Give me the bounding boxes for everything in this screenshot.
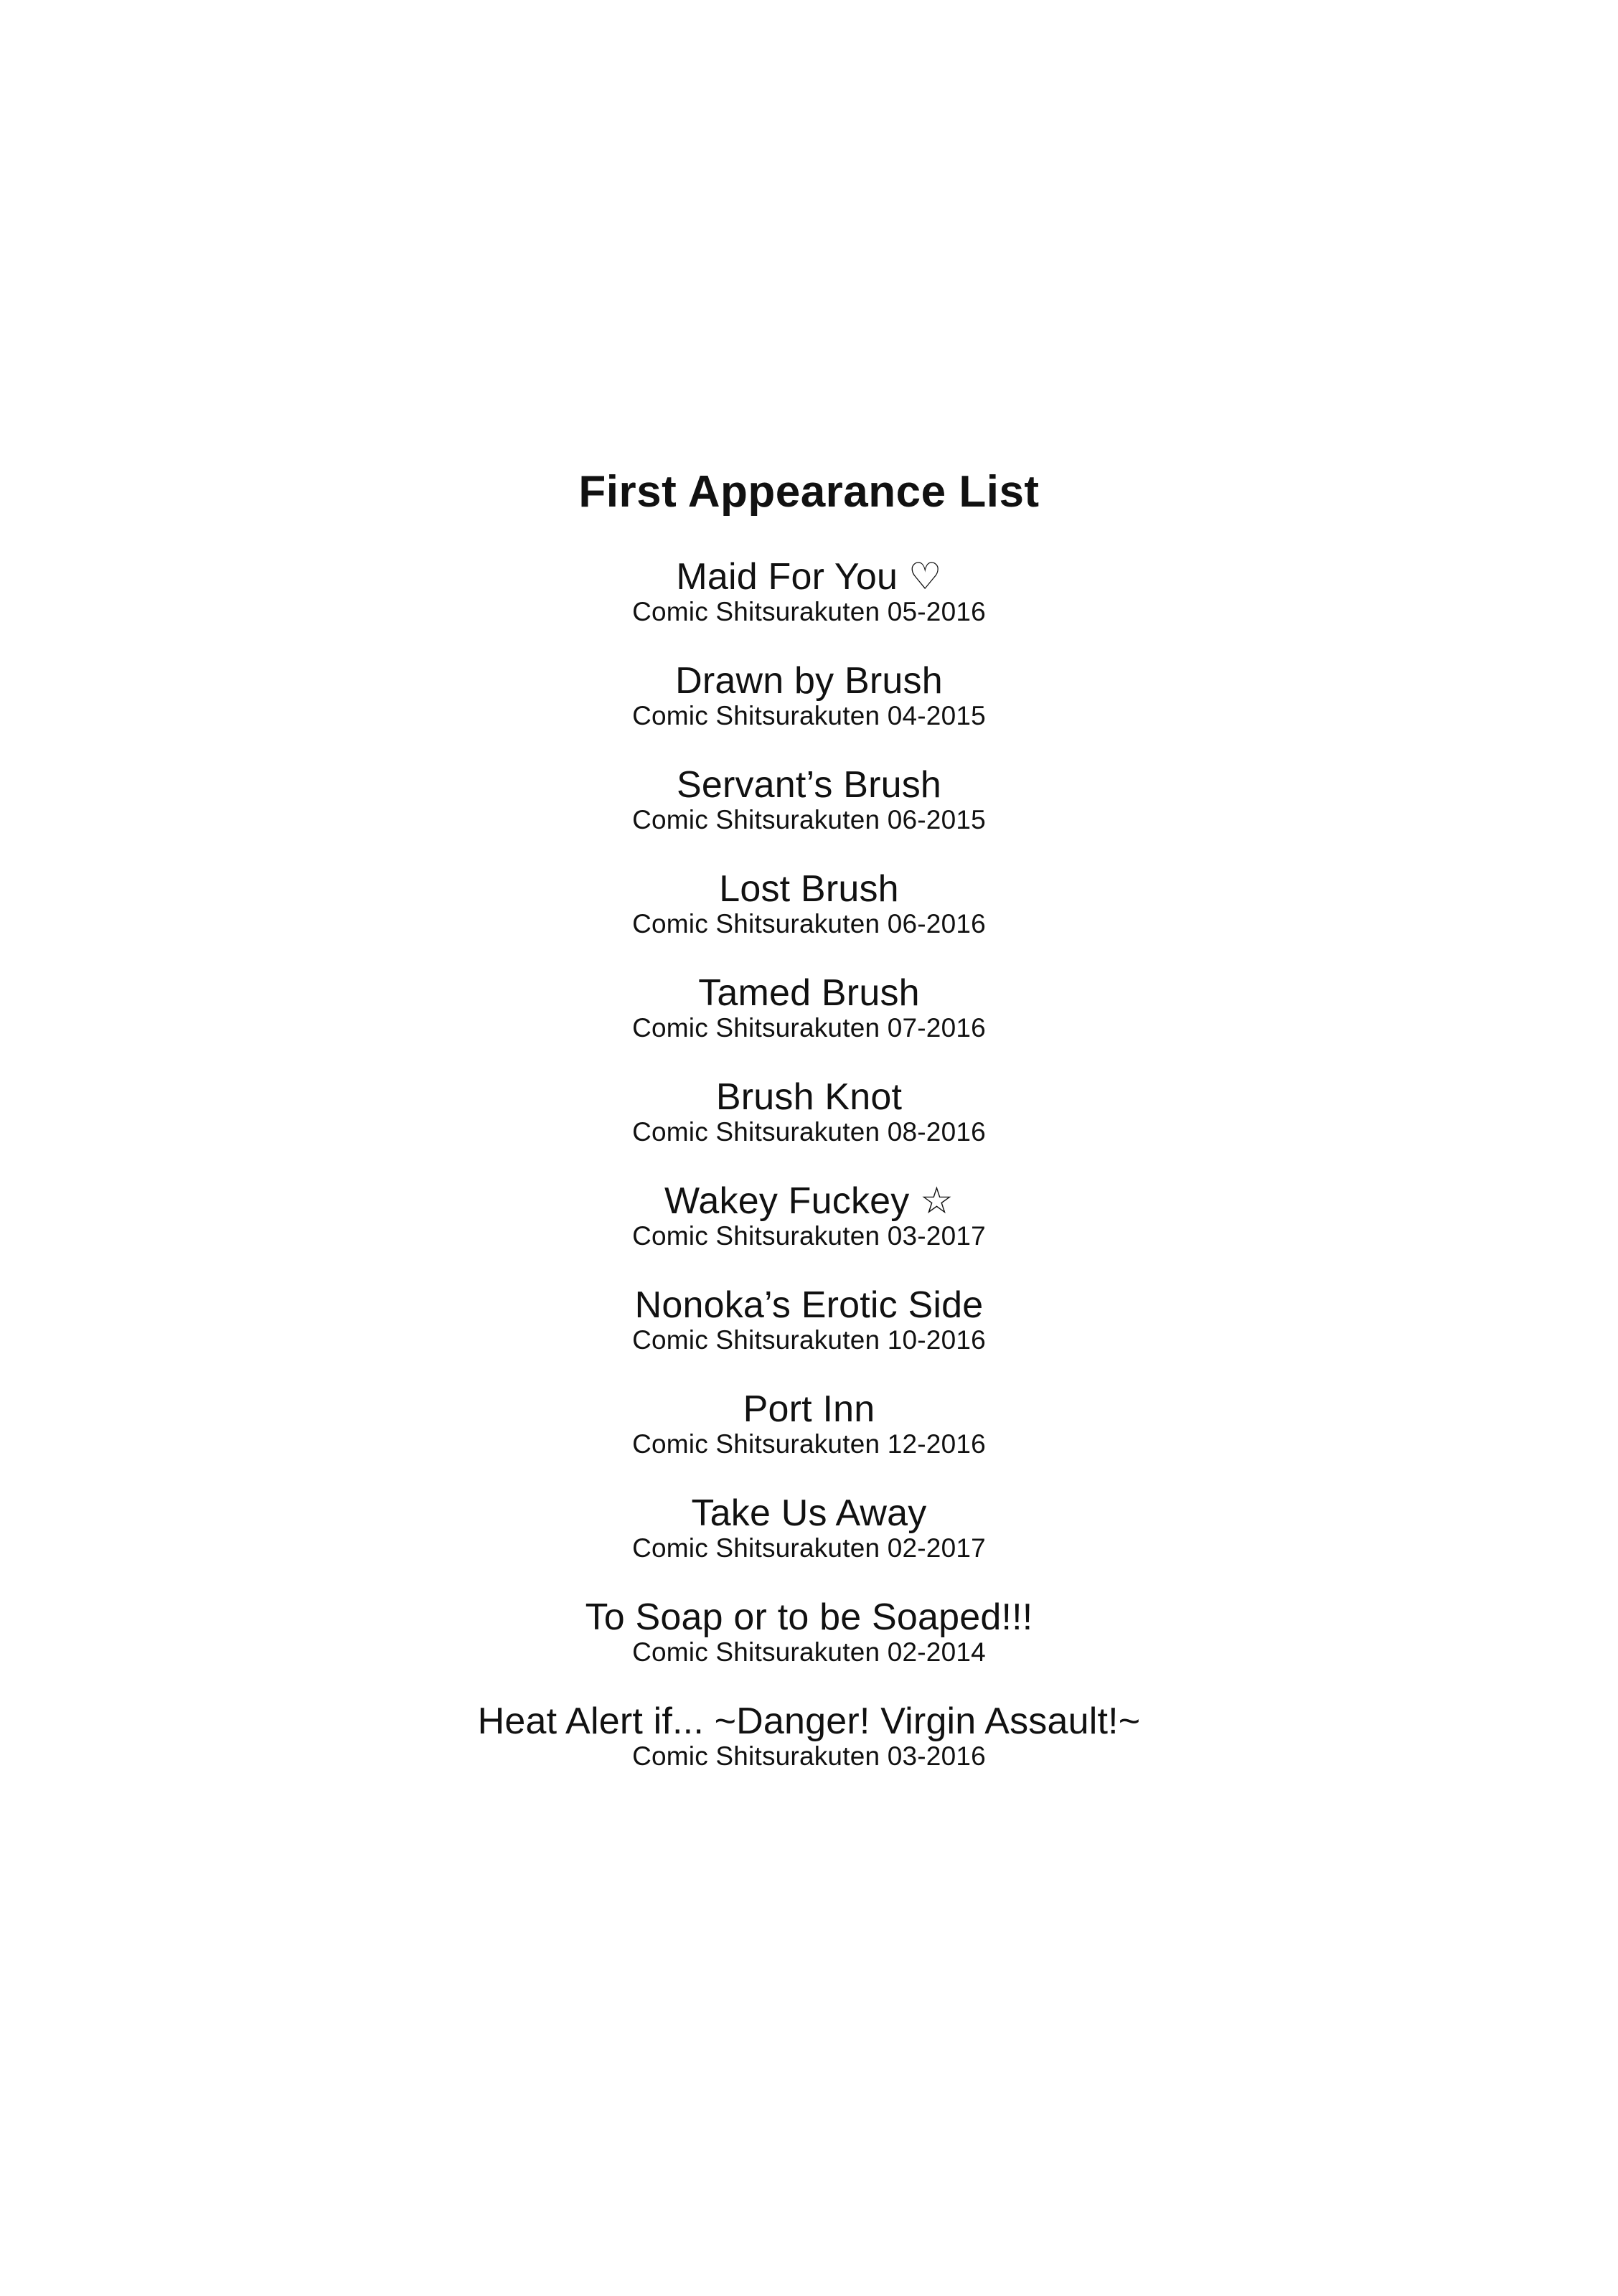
list-item [0,1491,1618,1595]
publication-source: Comic Shitsurakuten 06-2016 [632,909,986,938]
list-item [0,1283,1618,1387]
publication-source: Comic Shitsurakuten 03-2016 [632,1741,986,1771]
list-item [0,1075,1618,1179]
list-item [0,763,1618,867]
story-title: To Soap or to be Soaped!!! [585,1596,1033,1638]
appearance-list [0,555,1618,1803]
story-title: Port Inn [743,1388,875,1430]
list-item [0,555,1618,659]
publication-source: Comic Shitsurakuten 06-2015 [632,805,986,834]
story-title: Take Us Away [691,1492,927,1534]
list-item [0,1387,1618,1491]
publication-source: Comic Shitsurakuten 04-2015 [632,701,986,730]
story-title: Maid For You ♡ [676,556,942,598]
list-item [0,659,1618,763]
story-title: Servant’s Brush [676,764,942,806]
story-title: Heat Alert if... ~Danger! Virgin Assault!~ [477,1700,1141,1742]
list-item [0,1179,1618,1283]
list-item [0,867,1618,971]
list-item [0,1699,1618,1803]
publication-source: Comic Shitsurakuten 12-2016 [632,1429,986,1459]
publication-source: Comic Shitsurakuten 03-2017 [632,1221,986,1251]
list-item [0,1595,1618,1699]
publication-source: Comic Shitsurakuten 07-2016 [632,1013,986,1043]
page-title: First Appearance List [578,466,1040,517]
story-title: Brush Knot [715,1076,903,1118]
publication-source: Comic Shitsurakuten 05-2016 [632,597,986,626]
story-title: Nonoka’s Erotic Side [634,1284,984,1326]
publication-source: Comic Shitsurakuten 02-2017 [632,1533,986,1563]
story-title: Lost Brush [719,868,899,910]
story-title: Drawn by Brush [675,660,943,702]
story-title: Wakey Fuckey ☆ [664,1180,954,1222]
story-title: Tamed Brush [698,972,920,1014]
publication-source: Comic Shitsurakuten 10-2016 [632,1325,986,1355]
list-item [0,971,1618,1075]
publication-source: Comic Shitsurakuten 08-2016 [632,1117,986,1147]
publication-source: Comic Shitsurakuten 02-2014 [632,1637,986,1667]
